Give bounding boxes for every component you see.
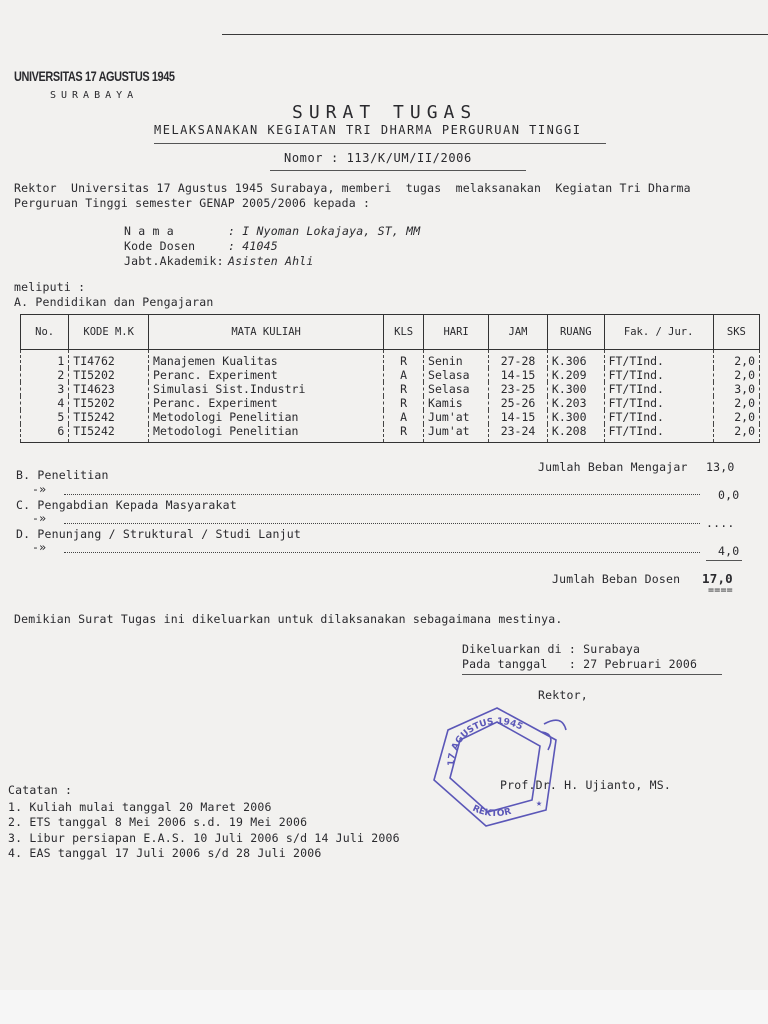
academic-rank-label: Jabt.Akademik: bbox=[124, 254, 224, 268]
row-no: 2 bbox=[21, 368, 69, 382]
col-header-class: KLS bbox=[384, 315, 424, 350]
section-b-value: 0,0 bbox=[718, 488, 740, 502]
page-bottom-margin bbox=[0, 990, 768, 1024]
row-room: K.208 bbox=[547, 424, 604, 443]
row-credits: 2,0 bbox=[713, 368, 759, 382]
row-faculty: FT/TInd. bbox=[604, 424, 713, 443]
row-room: K.203 bbox=[547, 396, 604, 410]
note-item: 4. EAS tanggal 17 Juli 2006 s/d 28 Juli 2006 bbox=[8, 846, 322, 860]
section-b-heading: B. Penelitian bbox=[16, 468, 109, 482]
lecturer-code-label: Kode Dosen bbox=[124, 239, 196, 253]
row-no: 1 bbox=[21, 350, 69, 369]
row-time: 27-28 bbox=[489, 350, 548, 369]
official-seal-stamp bbox=[424, 702, 570, 830]
row-room: K.300 bbox=[547, 382, 604, 396]
col-header-code: KODE M.K bbox=[69, 315, 149, 350]
section-d-heading: D. Penunjang / Struktural / Studi Lanjut bbox=[16, 527, 301, 541]
row-day: Jum'at bbox=[424, 410, 489, 424]
row-time: 14-15 bbox=[489, 410, 548, 424]
university-city: SURABAYA bbox=[50, 90, 139, 101]
row-faculty: FT/TInd. bbox=[604, 368, 713, 382]
notes-title: Catatan : bbox=[8, 783, 73, 797]
number-rule bbox=[270, 170, 526, 171]
row-credits: 2,0 bbox=[713, 410, 759, 424]
row-code: TI4762 bbox=[69, 350, 149, 369]
row-course: Metodologi Penelitian bbox=[149, 410, 384, 424]
subtotal-rule bbox=[706, 560, 742, 561]
issuance-rule bbox=[462, 674, 722, 675]
row-day: Selasa bbox=[424, 368, 489, 382]
row-code: TI5202 bbox=[69, 368, 149, 382]
table-row bbox=[21, 368, 760, 382]
row-faculty: FT/TInd. bbox=[604, 350, 713, 369]
intro-line-2: Perguruan Tinggi semester GENAP 2005/2006 kepada : bbox=[14, 196, 371, 210]
col-header-credits: SKS bbox=[713, 315, 759, 350]
col-header-room: RUANG bbox=[547, 315, 604, 350]
name-value: : I Nyoman Lokajaya, ST, MM bbox=[228, 224, 421, 238]
table-row bbox=[21, 396, 760, 410]
stamp-text-top: 17 AGUSTUS 1945 bbox=[446, 716, 525, 767]
row-day: Senin bbox=[424, 350, 489, 369]
academic-rank-value: Asisten Ahli bbox=[228, 254, 314, 268]
row-no: 3 bbox=[21, 382, 69, 396]
row-credits: 2,0 bbox=[713, 350, 759, 369]
row-course: Peranc. Experiment bbox=[149, 368, 384, 382]
row-class: R bbox=[384, 350, 424, 369]
row-credits: 2,0 bbox=[713, 424, 759, 443]
col-header-no: No. bbox=[21, 315, 69, 350]
section-d-dotted-line bbox=[64, 552, 700, 553]
col-header-time: JAM bbox=[489, 315, 548, 350]
row-day: Selasa bbox=[424, 382, 489, 396]
stamp-text-bottom: REKTOR bbox=[470, 803, 513, 820]
row-faculty: FT/TInd. bbox=[604, 410, 713, 424]
section-c-value: .... bbox=[706, 516, 735, 530]
section-b-arrow: -» bbox=[32, 482, 47, 496]
issued-place: Dikeluarkan di : Surabaya bbox=[462, 642, 641, 656]
row-day: Jum'at bbox=[424, 424, 489, 443]
table-row bbox=[21, 350, 760, 369]
note-item: 1. Kuliah mulai tanggal 20 Maret 2006 bbox=[8, 800, 272, 814]
issued-date: Pada tanggal : 27 Pebruari 2006 bbox=[462, 657, 698, 671]
table-row bbox=[21, 410, 760, 424]
row-class: R bbox=[384, 396, 424, 410]
row-credits: 3,0 bbox=[713, 382, 759, 396]
row-course: Simulasi Sist.Industri bbox=[149, 382, 384, 396]
row-faculty: FT/TInd. bbox=[604, 396, 713, 410]
col-header-course: MATA KULIAH bbox=[149, 315, 384, 350]
section-c-arrow: -» bbox=[32, 511, 47, 525]
row-course: Metodologi Penelitian bbox=[149, 424, 384, 443]
row-class: A bbox=[384, 368, 424, 382]
closing-statement: Demikian Surat Tugas ini dikeluarkan untuk dilaksanakan sebagaimana mestinya. bbox=[14, 612, 563, 626]
row-time: 25-26 bbox=[489, 396, 548, 410]
scope-label: meliputi : bbox=[14, 280, 86, 294]
stamp-star-icon: ★ bbox=[536, 798, 543, 809]
signatory-name: Prof.Dr. H. Ujianto, MS. bbox=[500, 778, 671, 792]
row-room: K.209 bbox=[547, 368, 604, 382]
row-class: R bbox=[384, 424, 424, 443]
section-b-dotted-line bbox=[64, 494, 700, 495]
row-no: 6 bbox=[21, 424, 69, 443]
document-number: Nomor : 113/K/UM/II/2006 bbox=[284, 151, 472, 165]
row-code: TI4623 bbox=[69, 382, 149, 396]
row-course: Peranc. Experiment bbox=[149, 396, 384, 410]
rector-title: Rektor, bbox=[538, 688, 588, 702]
top-rule bbox=[222, 34, 768, 35]
row-code: TI5202 bbox=[69, 396, 149, 410]
section-a-heading: A. Pendidikan dan Pengajaran bbox=[14, 295, 214, 309]
row-day: Kamis bbox=[424, 396, 489, 410]
row-time: 23-24 bbox=[489, 424, 548, 443]
row-room: K.306 bbox=[547, 350, 604, 369]
row-room: K.300 bbox=[547, 410, 604, 424]
total-double-rule: ==== bbox=[708, 585, 733, 596]
total-load-label: Jumlah Beban Dosen bbox=[552, 572, 681, 586]
section-d-arrow: -» bbox=[32, 540, 47, 554]
row-time: 14-15 bbox=[489, 368, 548, 382]
lecturer-code-value: : 41045 bbox=[228, 239, 278, 253]
intro-line-1: Rektor Universitas 17 Agustus 1945 Surabaya, memberi tugas melaksanakan Kegiatan Tri Dharma bbox=[14, 181, 691, 195]
course-table bbox=[20, 314, 760, 443]
row-no: 4 bbox=[21, 396, 69, 410]
name-label: N a m a bbox=[124, 224, 174, 238]
note-item: 2. ETS tanggal 8 Mei 2006 s.d. 19 Mei 2006 bbox=[8, 815, 308, 829]
table-row bbox=[21, 382, 760, 396]
subtitle-rule bbox=[154, 143, 606, 144]
col-header-faculty: Fak. / Jur. bbox=[604, 315, 713, 350]
table-row bbox=[21, 424, 760, 443]
document-subtitle: MELAKSANAKAN KEGIATAN TRI DHARMA PERGURUAN TINGGI bbox=[154, 123, 582, 137]
note-item: 3. Libur persiapan E.A.S. 10 Juli 2006 s/d 14 Juli 2006 bbox=[8, 831, 400, 845]
row-class: R bbox=[384, 382, 424, 396]
university-name: UNIVERSITAS 17 AGUSTUS 1945 bbox=[14, 68, 175, 84]
row-code: TI5242 bbox=[69, 424, 149, 443]
row-code: TI5242 bbox=[69, 410, 149, 424]
section-d-value: 4,0 bbox=[718, 544, 740, 558]
row-credits: 2,0 bbox=[713, 396, 759, 410]
section-c-dotted-line bbox=[64, 523, 700, 524]
row-course: Manajemen Kualitas bbox=[149, 350, 384, 369]
row-class: A bbox=[384, 410, 424, 424]
table-header-row bbox=[21, 315, 760, 350]
document-title: SURAT TUGAS bbox=[292, 102, 478, 123]
total-load-value: 17,0 bbox=[702, 571, 733, 586]
row-faculty: FT/TInd. bbox=[604, 382, 713, 396]
col-header-day: HARI bbox=[424, 315, 489, 350]
section-c-heading: C. Pengabdian Kepada Masyarakat bbox=[16, 498, 237, 512]
row-time: 23-25 bbox=[489, 382, 548, 396]
teaching-load-label: Jumlah Beban Mengajar bbox=[538, 460, 688, 474]
row-no: 5 bbox=[21, 410, 69, 424]
teaching-load-value: 13,0 bbox=[706, 460, 735, 474]
